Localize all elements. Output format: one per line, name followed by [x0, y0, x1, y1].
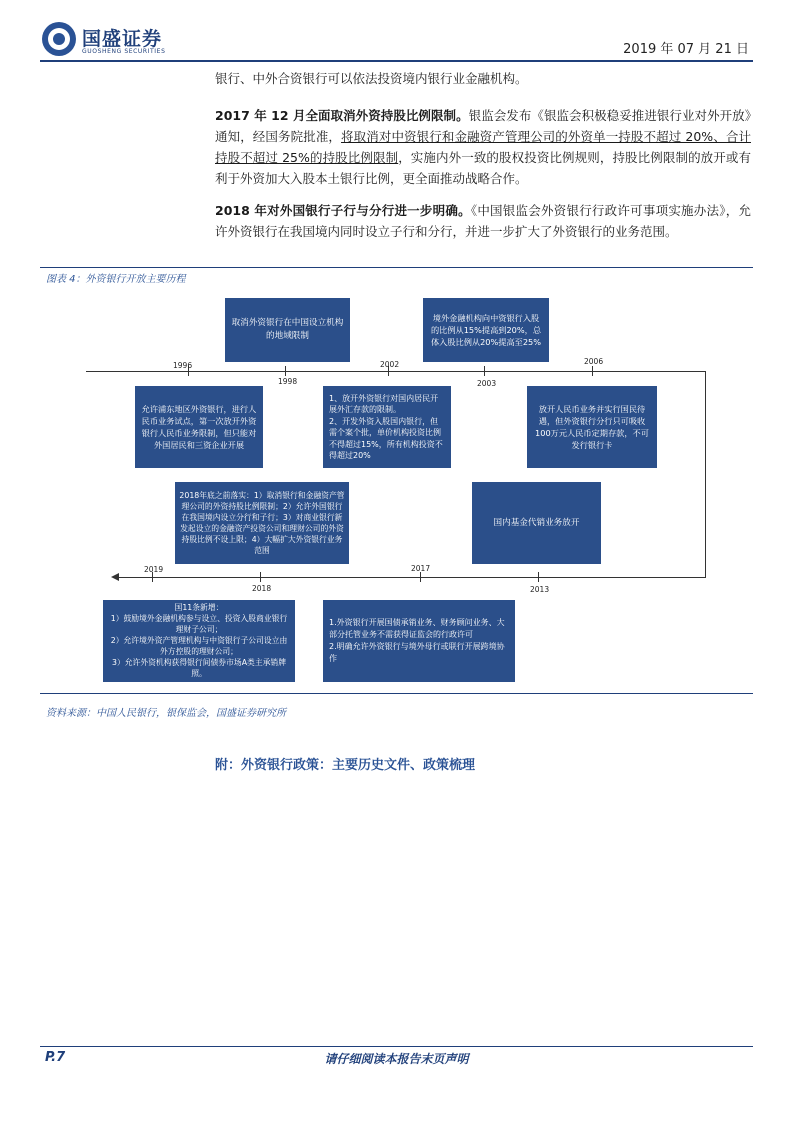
- appendix-title: 附：外资银行政策：主要历史文件、政策梳理: [215, 758, 476, 773]
- milestone-box-2013: 国内基金代销业务放开: [472, 482, 601, 564]
- page-number: P.7: [45, 1050, 66, 1065]
- timeline-upper-line: [86, 371, 706, 372]
- figure-source: 资料来源：中国人民银行，银保监会，国盛证券研究所: [46, 708, 286, 719]
- milestone-box-2019: 国11条新增： 1）鼓励境外金融机构参与设立、投资入股商业银行理财子公司； 2）允许境外资产管理机构与中资银行子公司设立由外方控股的理财公司； 3）允许外资机构获得银行间债券市场A类主承销牌照。: [103, 600, 295, 682]
- year-2006: 2006: [584, 357, 604, 366]
- year-2013: 2013: [530, 585, 550, 594]
- tick-2003: [484, 366, 485, 376]
- company-name-en: GUOSHENG SECURITIES: [82, 48, 166, 55]
- year-1998: 1998: [278, 377, 298, 386]
- paragraph-1-text: 银行、中外合资银行可以依法投资境内银行业金融机构。: [215, 71, 528, 86]
- tick-1998: [285, 366, 286, 376]
- figure-bottom-divider: [40, 693, 753, 694]
- year-2019: 2019: [144, 565, 164, 574]
- paragraph-2-text-a: 银监会发布《银监会积极稳妥推进银行业对外开放》通知，经国务院批准，: [215, 108, 751, 144]
- milestone-box-2018: 2018年底之前落实：1）取消银行和金融资产管理公司的外资持股比例限制；2）允许外国银行在我国境内设立分行和子行；3）对商业银行新发起设立的金融资产投资公司和理财公司的外资持股比例不设上限；4）大幅扩大外资银行业务范围: [175, 482, 349, 564]
- paragraph-3-lead: 2018 年对外国银行子行与分行进一步明确。: [215, 203, 471, 218]
- tick-2017: [420, 572, 421, 582]
- timeline-arrow-icon: [111, 573, 119, 581]
- figure-title: 图表 4：外资银行开放主要历程: [46, 274, 186, 285]
- paragraph-2-underlined: 将取消对中资银行和金融资产管理公司的外资单一持股不超过 20%、合计持股不超过 25%的持股比例限制: [215, 129, 751, 165]
- milestone-box-2017: 1.外资银行开展国债承销业务、财务顾问业务、大部分托管业务不需获得证监会的行政许可 2.明确允许外资银行与境外母行或联行开展跨境协作: [323, 600, 515, 682]
- footer-disclaimer: 请仔细阅读本报告末页声明: [324, 1052, 469, 1066]
- milestone-box-2002: 1、放开外资银行对国内居民开展外汇存款的限制。 2、开发外资入股国内银行，但需个案个批，单价机构投资比例不得超过15%，所有机构投资不得超过20%: [323, 386, 451, 468]
- year-2017: 2017: [411, 564, 431, 573]
- tick-2018: [260, 572, 261, 582]
- timeline-lower-line: [118, 577, 706, 578]
- timeline-connector: [705, 371, 706, 577]
- tick-2006: [592, 366, 593, 376]
- company-name: 国盛证券: [82, 28, 163, 50]
- year-2018: 2018: [252, 584, 272, 593]
- milestone-box-2006: 放开人民币业务并实行国民待遇，但外资银行分行只可吸收100万元人民币定期存款，不可发行银行卡: [527, 386, 657, 468]
- paragraph-2-lead: 2017 年 12 月全面取消外资持股比例限制。: [215, 108, 469, 123]
- milestone-box-1998: 取消外资银行在中国设立机构的地域限制: [225, 298, 350, 362]
- paragraph-3-text: 《中国银监会外资银行行政许可事项实施办法》，允许外资银行在我国境内同时设立子行和分行，并进一步扩大了外资银行的业务范围。: [215, 203, 751, 239]
- milestone-box-2003: 境外金融机构向中资银行入股的比例从15%提高到20%，总体入股比例从20%提高至25%: [423, 298, 549, 362]
- tick-2013: [538, 572, 539, 582]
- year-1996: 1996: [173, 361, 193, 370]
- year-2003: 2003: [477, 379, 497, 388]
- year-2002: 2002: [380, 360, 400, 369]
- report-date: 2019 年 07 月 21 日: [623, 42, 749, 57]
- paragraph-2-text-b: ，实施内外一致的股权投资比例规则，持股比例限制的放开或有利于外资加大入股本土银行比例，更全面推动战略合作。: [215, 150, 751, 186]
- footer-divider: [40, 1046, 753, 1047]
- milestone-box-1996: 允许浦东地区外资银行，进行人民币业务试点，第一次放开外资银行人民币业务限制，但只能对外国居民和三资企业开展: [135, 386, 263, 468]
